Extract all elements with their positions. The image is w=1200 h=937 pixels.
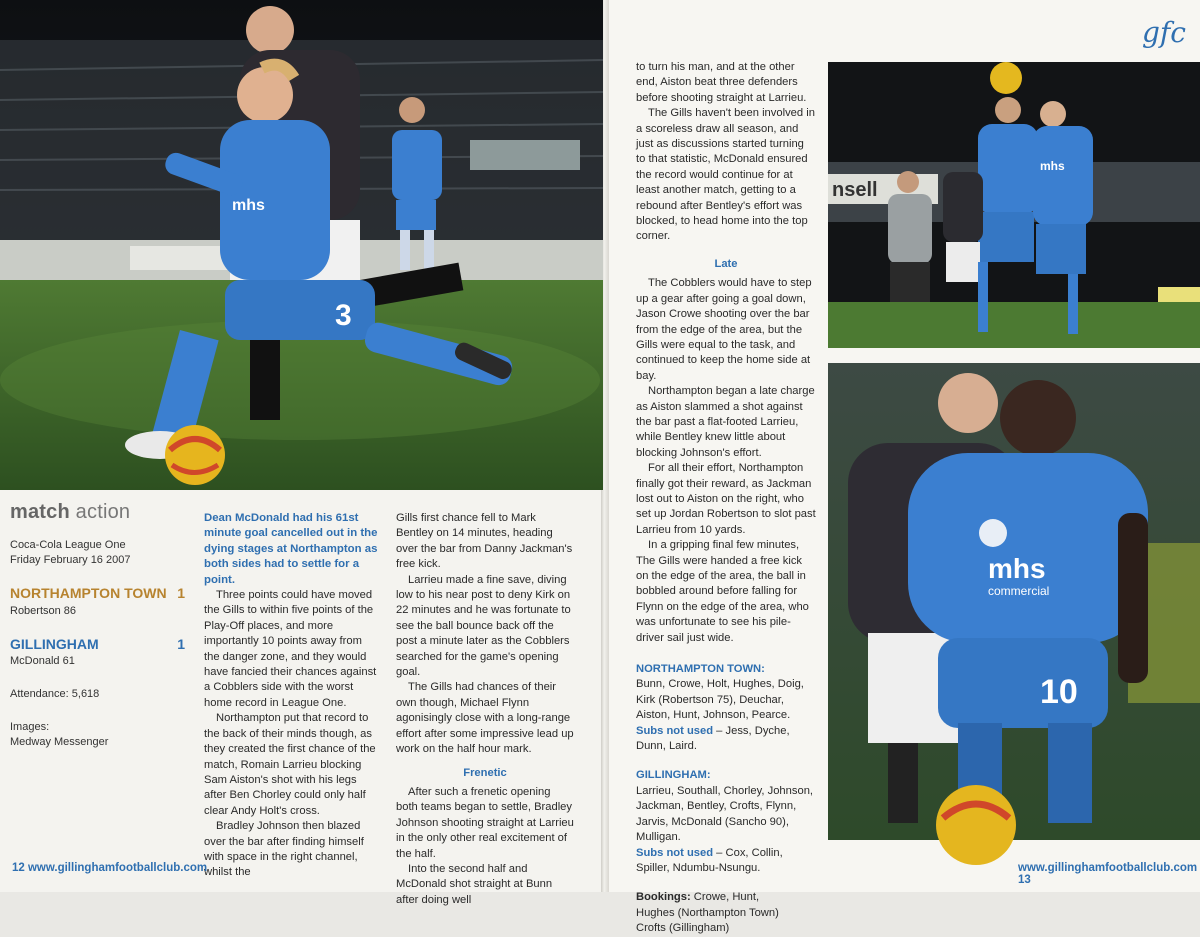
match-photo-left: [0, 0, 603, 490]
article-paragraph: to turn his man, and at the other end, Aiston beat three defenders before shooting straight at Larrieu.: [636, 61, 807, 104]
article-column-3: [636, 60, 816, 937]
article-paragraph: Larrieu made a fine save, diving low to his near post to deny Kirk on 22 minutes and he was fortunate to see the ball bounce back off the post a minute later as the Cobblers searched for the game's opening goal.: [396, 573, 571, 679]
bookings-label: Bookings:: [636, 891, 691, 904]
away-team-row: [10, 637, 185, 652]
club-logo: [1138, 12, 1198, 52]
competition: Coca-Cola League One: [10, 539, 126, 552]
away-lineup-players: Larrieu, Southall, Chorley, Johnson, Jackman, Bentley, Crofts, Flynn, Jarvis, McDonald (Sancho 90), Mulligan.: [636, 784, 814, 844]
away-lineup-label: GILLINGHAM:: [636, 769, 711, 782]
article-column-2: [396, 511, 574, 908]
section-title-bold: match: [10, 501, 70, 523]
subhead-late: Late: [714, 257, 738, 270]
away-subs-players: – Cox, Collin, Spiller, Ndumbu-Nsungu.: [636, 846, 783, 874]
article-paragraph: After such a frenetic opening both teams began to settle, Bradley Johnson shooting straight at Larrieu in the only other real excitement of the half.: [396, 785, 574, 860]
article-lead: Dean McDonald had his 61st minute goal cancelled out in the dying stages at Northampton as both sides had to settle for a point.: [204, 512, 378, 586]
shirt-number-left: 3: [335, 299, 352, 332]
footer-left: 12 www.gillinghamfootballclub.com: [12, 862, 208, 874]
bookings: [636, 890, 786, 936]
home-team-name: NORTHAMPTON TOWN: [10, 585, 167, 602]
article-paragraph: In a gripping final few minutes, The Gills were handed a free kick on the edge of the area, the ball in bobbled around before falling for Flynn on the edge of the area, who was unfortunate to see his pile-driver sail just wide.: [636, 539, 809, 644]
photo-right-top-drawing: [828, 62, 1200, 348]
shirt-sponsor-bottom: mhs: [988, 553, 1046, 584]
footer-right: www.gillinghamfootballclub.com 13: [1018, 862, 1198, 886]
bookings-list: Crowe, Hunt, Hughes (Northampton Town) Crofts (Gillingham): [636, 891, 779, 935]
article-paragraph: Northampton began a late charge as Aiston slammed a shot against the bar past a flat-footed Larrieu, while Bentley knew little about blocking Johnson's effort.: [636, 385, 815, 459]
article-paragraph: The Gills haven't been involved in a scoreless draw all season, and just as discussions started turning to that statistic, McDonald ensured the record would continue for at least another match, getting to a rebound after Bentley's effort was blocked, to head home into the top corner.: [636, 107, 815, 243]
away-scorers: McDonald 61: [10, 655, 75, 668]
subhead-frenetic: Frenetic: [463, 766, 507, 779]
article-paragraph: The Gills had chances of their own though, Michael Flynn agonisingly close with a long-range effort after some impressive lead up work on the half hour mark.: [396, 681, 574, 756]
home-subs: [636, 724, 816, 755]
home-team-row: [10, 586, 185, 601]
shirt-number-right: 10: [1040, 673, 1078, 711]
home-lineup-players: Bunn, Crowe, Holt, Hughes, Doig, Kirk (Robertson 75), Deuchar, Aiston, Hunt, Johnson, Pearce.: [636, 678, 804, 722]
home-subs-label: Subs not used: [636, 724, 714, 737]
article-paragraph: Northampton put that record to the back of their minds though, as they created the first chance of the match, Romain Larrieu blocking Sam Aiston's shot with his legs after Ben Chorley could only half clear Andy Holt's cross.: [204, 712, 376, 817]
match-photo-right-bottom: [828, 363, 1200, 840]
stand-sign: nsell: [832, 179, 878, 201]
home-scorers: Robertson 86: [10, 604, 77, 617]
article-paragraph: Bradley Johnson then blazed over the bar after finding himself with space in the right channel, whilst the: [204, 820, 364, 879]
away-subs: [636, 846, 816, 877]
match-date: Friday February 16 2007: [10, 554, 131, 567]
article-paragraph: For all their effort, Northampton finally got their reward, as Jackman lost out to Aiston on the right, who set up Jordan Robertson to slot past Larrieu from 10 yards.: [636, 462, 816, 536]
away-subs-label: Subs not used: [636, 846, 714, 859]
photo-left-drawing: [0, 0, 603, 490]
away-lineup: [636, 768, 816, 876]
article-paragraph: Gills first chance fell to Mark Bentley on 14 minutes, heading over the bar from Danny Jackman's free kick.: [396, 512, 573, 571]
article-paragraph: The Cobblers would have to step up a gear after going a goal down, Jason Crowe shooting over the bar from the edge of the area, but the Gills were equal to the task, and continued to keep the home side at bay.: [636, 277, 812, 382]
article-column-1: [204, 511, 378, 881]
images-source: Medway Messenger: [10, 736, 109, 749]
shirt-sponsor-left: mhs: [232, 197, 265, 214]
article-paragraph: Three points could have moved the Gills to within five points of the Play-Off places, and more importantly 10 points away from the danger zone, and they would have fancied their chances against a Cobblers side with the worst home record in League One.: [204, 589, 377, 709]
photo-right-bottom-drawing: [828, 363, 1200, 840]
shirt-sponsor-top: mhs: [1040, 159, 1065, 173]
club-logo-text: gfc: [1142, 16, 1186, 49]
article-paragraph: Into the second half and McDonald shot straight at Bunn after doing well: [396, 862, 553, 906]
away-score: 1: [177, 635, 185, 652]
home-lineup: [636, 662, 816, 754]
attendance: Attendance: 5,618: [10, 688, 100, 701]
away-team-name: GILLINGHAM: [10, 635, 99, 652]
images-label: Images:: [10, 721, 50, 734]
home-subs-players: – Jess, Dyche, Dunn, Laird.: [636, 724, 790, 753]
shirt-sponsor-sub: commercial: [988, 584, 1050, 598]
section-title: [10, 501, 185, 523]
match-info-sidebar: [10, 501, 185, 750]
home-score: 1: [177, 585, 185, 602]
home-lineup-label: NORTHAMPTON TOWN:: [636, 663, 765, 676]
section-title-light: action: [75, 501, 131, 523]
match-photo-right-top: [828, 62, 1200, 348]
